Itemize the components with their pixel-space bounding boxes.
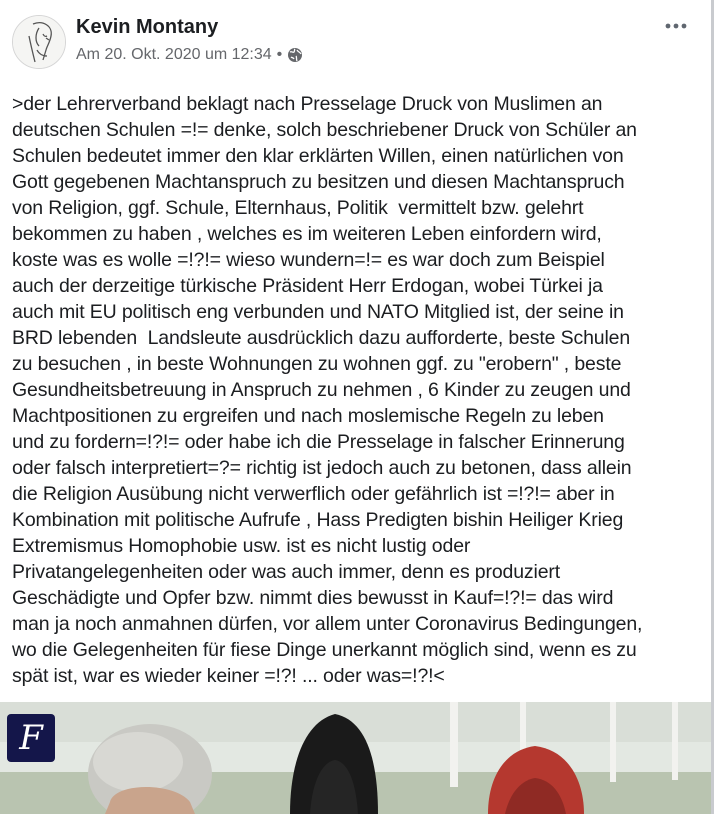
avatar[interactable]: [12, 15, 66, 69]
post-header: [0, 0, 714, 80]
post-text: >der Lehrerverband beklagt nach Presselage Druck von Muslimen an deutschen Schulen =!= denke, solch beschriebener Druck von Schüler an Schulen bedeutet immer den klar erklärten Willen, einen natürlichen von Gott gegebenen Machtanspruch zu besitzen und diesen Machtanspruch von Religion, ggf. Schule, Elternhaus, Politik vermittelt bzw. gelehrt bekommen zu haben , welches es im weiteren Leben einfordern wird, koste was es wolle =!?!= wieso wundern=!= es war doch zum Beispiel auch der derzeitige türkische Präsident Herr Erdogan, wobei Türkei ja auch mit EU politisch eng verbunden und NATO Mitglied ist, der seine in BRD lebenden Landsleute ausdrücklich dazu aufforderte, beste Schulen zu besuchen , in beste Wohnungen zu wohnen ggf. zu "erobern" , beste Gesundheitsbetreuung in Anspruch zu nehmen , 6 Kinder zu zeugen und Machtpositionen zu ergreifen und nach moslemische Regeln zu leben und zu fordern=!?!= oder habe ich die Presselage in falscher Erinnerung oder falsch interpretiert=?= richtig ist jedoch auch zu betonen, dass allein die Religion Ausübung nicht verwerflich oder gefährlich ist =!?!= aber in Kombination mit politische Aufrufe , Hass Predigten bishin Heiliger Krieg Extremismus Homophobie usw. ist es nicht lustig oder Privatangelegenheiten oder was auch immer, denn es produziert Geschädigte und Opfer bzw. nimmt dies bewusst in Kauf=!?!= das wird man ja noch anmahnen dürfen, vor allem unter Coronavirus Bedingungen, wo die Gelegenheiten für fiese Dinge unerkannt möglich sind, wenn es zu spät ist, war es wieder keiner =!?! ... oder was=!?!<: [12, 93, 643, 687]
meta-separator: •: [276, 46, 283, 63]
globe-icon[interactable]: [287, 47, 303, 63]
attachment-photo: [0, 702, 714, 814]
post-timestamp[interactable]: Am 20. Okt. 2020 um 12:34: [76, 46, 272, 63]
post-meta: [76, 46, 303, 64]
publisher-logo: [7, 714, 55, 762]
avatar-sketch-icon: [13, 16, 65, 68]
author-name[interactable]: Kevin Montany: [76, 16, 219, 38]
more-horizontal-icon[interactable]: [662, 14, 690, 38]
link-preview-image[interactable]: [0, 702, 714, 814]
publisher-logo-letter: F: [19, 718, 43, 758]
